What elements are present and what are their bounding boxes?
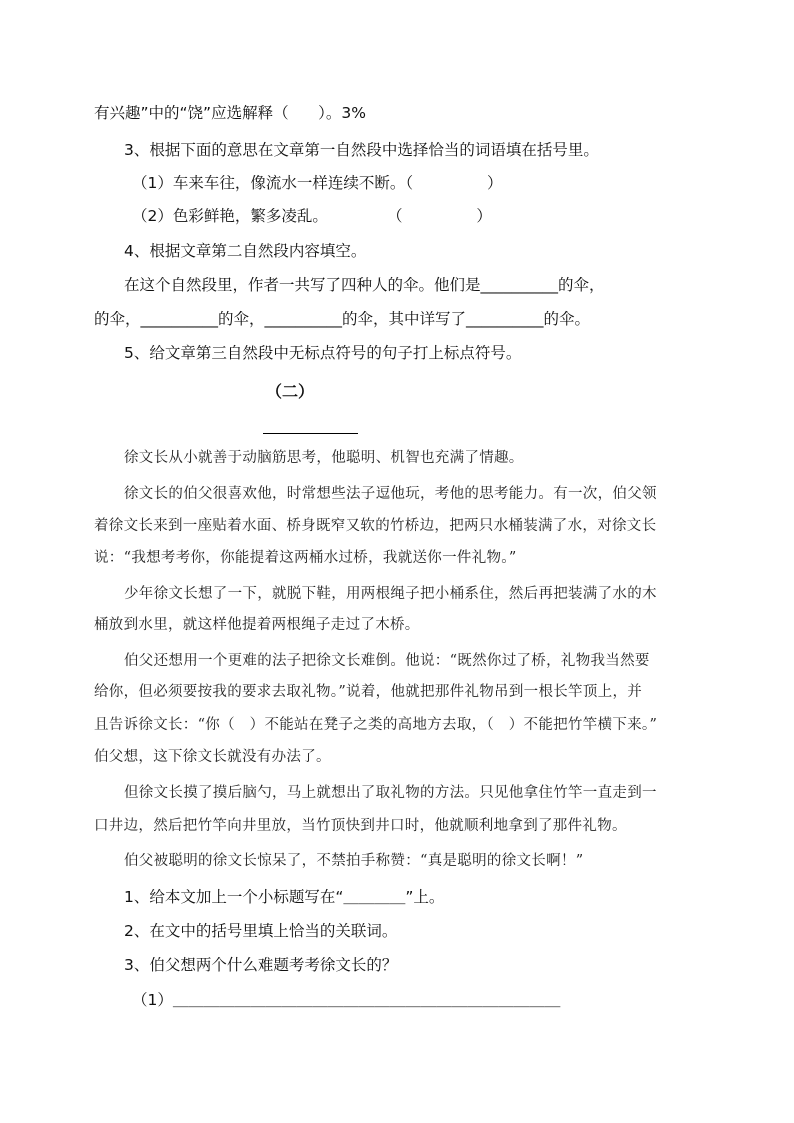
passage-question-3: 3、伯父想两个什么难题考考徐文长的？: [124, 956, 398, 974]
question-4-line-1: 在这个自然段里，作者一共写了四种人的伞。他们是__________的伞，: [124, 276, 605, 294]
question-3-item-1: （1）车来车往，像流水一样连续不断。（ ）: [132, 174, 503, 192]
question-4-line-2: 的伞，__________的伞，__________的伞，其中详写了__________的伞。: [94, 310, 591, 328]
passage-paragraph: 着徐文长来到一座贴着水面、桥身既窄又软的竹桥边，把两只水桶装满了水，对徐文长: [94, 518, 657, 534]
passage-paragraph: 伯父被聪明的徐文长惊呆了，不禁拍手称赞：“真是聪明的徐文长啊！”: [124, 853, 584, 869]
question-3: 3、根据下面的意思在文章第一自然段中选择恰当的词语填在括号里。: [124, 141, 599, 159]
question-5: 5、给文章第三自然段中无标点符号的句子打上标点符号。: [124, 344, 522, 362]
passage-question-1: 1、给本文加上一个小标题写在“＿＿＿＿”上。: [124, 888, 445, 906]
passage-paragraph: 徐文长从小就善于动脑筋思考，他聪明、机智也充满了情趣。: [124, 450, 524, 466]
question-3-item-2: （2）色彩鲜艳，繁多凌乱。 （ ）: [132, 207, 492, 225]
passage-paragraph: 但徐文长摸了摸后脑勺，马上就想出了取礼物的方法。只见他拿住竹竿一直走到一: [124, 785, 657, 801]
passage-question-2: 2、在文中的括号里填上恰当的关联词。: [124, 922, 398, 940]
passage-paragraph: 伯父还想用一个更难的法子把徐文长难倒。他说：“既然你过了桥，礼物我当然要: [124, 653, 650, 669]
passage-paragraph: 徐文长的伯父很喜欢他，时常想些法子逗他玩，考他的思考能力。有一次，伯父领: [124, 486, 657, 502]
passage-paragraph: 说：“我想考考你，你能提着这两桶水过桥，我就送你一件礼物。”: [94, 550, 517, 566]
question-2-tail: 有兴趣”中的“饶”应选解释（ ）。3%: [94, 104, 366, 122]
passage-paragraph: 给你，但必须要按我的要求去取礼物。”说着，他就把那件礼物吊到一根长竿顶上，并: [94, 684, 643, 700]
question-4: 4、根据文章第二自然段内容填空。: [124, 242, 367, 260]
passage-paragraph: 且告诉徐文长：“你（ ）不能站在凳子之类的高地方去取，（ ）不能把竹竿横下来。”: [94, 717, 658, 733]
passage-paragraph: 口井边，然后把竹竿向井里放，当竹顶快到井口时，他就顺利地拿到了那件礼物。: [94, 818, 627, 834]
passage-paragraph: 桶放到水里，就这样他提着两根绳子走过了木桥。: [94, 617, 420, 633]
subtitle-blank-line: [263, 433, 358, 434]
passage-paragraph: 伯父想，这下徐文长就没有办法了。: [94, 749, 331, 765]
section-title: （二）: [266, 382, 315, 401]
passage-paragraph: 少年徐文长想了一下，就脱下鞋，用两根绳子把小桶系住，然后再把装满了水的木: [124, 586, 657, 602]
passage-question-3-item-1: （1）＿＿＿＿＿＿＿＿＿＿＿＿＿＿＿＿＿＿＿＿＿＿＿＿＿: [132, 991, 561, 1009]
